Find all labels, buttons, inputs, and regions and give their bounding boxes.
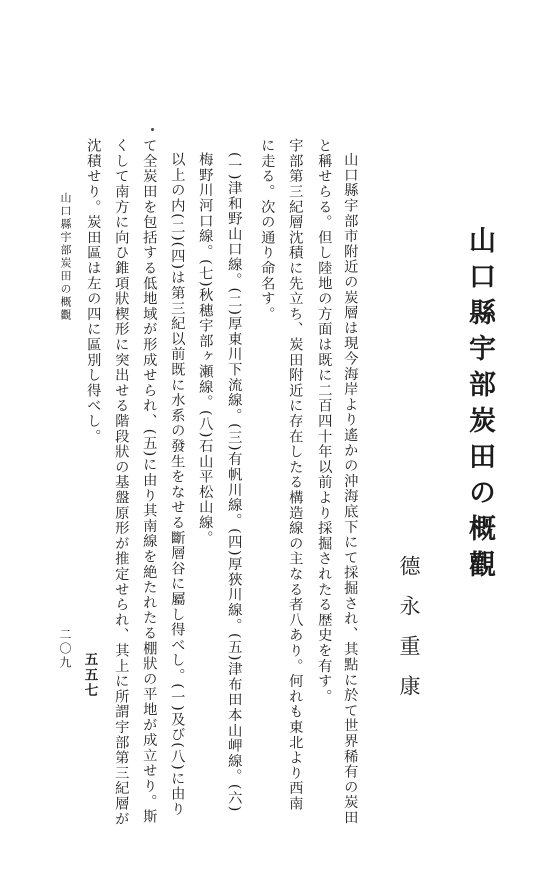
stray-mark xyxy=(151,128,154,131)
body-line: 沈積せり。炭田區は左の四に區別し得べし。 xyxy=(85,138,102,444)
article-title: 山口縣宇部炭田の概觀 xyxy=(464,226,495,586)
body-line: と稱せらる。但し陸地の方面は既に二百四十年以前より採掘されたる歴史を有す。 xyxy=(316,138,333,705)
body-line: 宇部第三紀層沈積に先立ち、炭田附近に存在したる構造線の主なる者八あり。何れも東北より西南 xyxy=(287,138,304,812)
body-line: (一)津和野山口線。(二)厚東川下流線。(三)有帆川線。(四)厚狹川線。(五)津布田本山岬線。(六) xyxy=(226,152,243,813)
body-line: 山口縣宇部市附近の炭層は現今海岸より遙かの沖海底下にて採掘され、其點に於て世界稀有の炭田 xyxy=(342,152,359,826)
body-line: 梅野川河口線。(七)秋穗宇部ヶ瀬線。(八)石山平松山線。 xyxy=(197,152,214,546)
article-author: 德永重康 xyxy=(397,555,421,715)
body-line: 以上の内(二)(四)は第三紀以前既に水系の發生をなせる斷層谷に屬し得べし。(一)及び(八)に由り xyxy=(169,152,186,817)
running-header-page-number: 二〇九 xyxy=(58,628,72,670)
body-line: くして南方に向ひ錐項狀楔形に突出せる階段狀の基盤原形が推定せられ、其上に所謂宇部第三紀層が xyxy=(113,138,130,827)
body-line: て全炭田を包括する低地域が形成せられ、(五)に由り其南線を絶たれたる棚狀の平地が成立せり。斯 xyxy=(141,138,158,825)
page-number: 五五七 xyxy=(81,652,98,699)
running-header-title: 山口縣宇部炭田の概觀 xyxy=(59,192,72,322)
body-line: に走る。次の通り命名す。 xyxy=(259,138,276,322)
